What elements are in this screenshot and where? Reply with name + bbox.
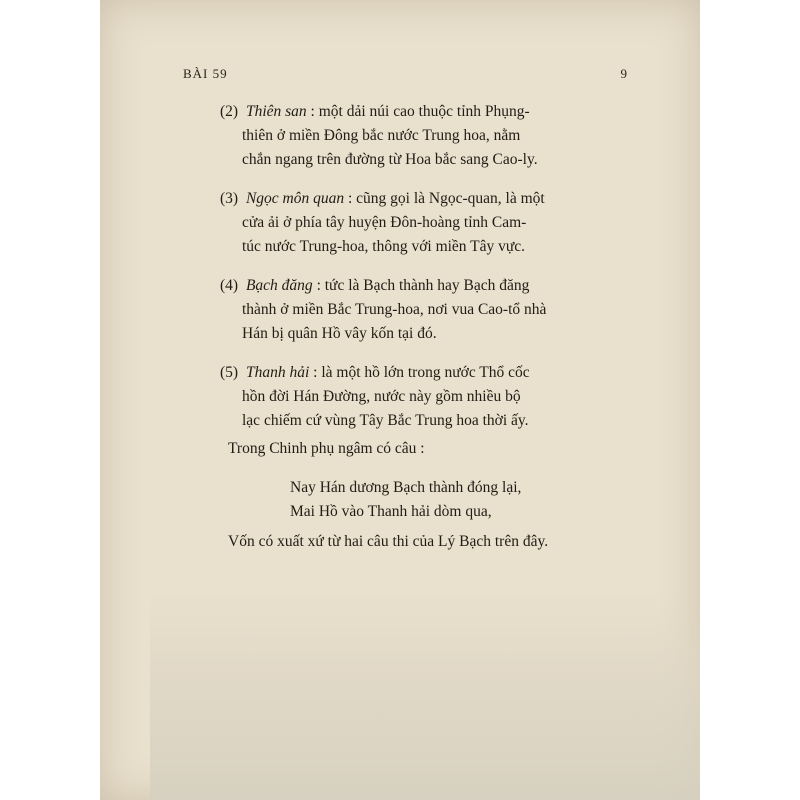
footnote-line: thiên ở miền Đông bắc nước Trung hoa, nằm	[242, 127, 521, 144]
footnote-term: Ngọc môn quan	[245, 190, 345, 207]
lesson-label: BÀI 59	[183, 66, 228, 81]
footnote-number: (3)	[220, 190, 239, 207]
verse-line: Nay Hán dương Bạch thành đóng lại,	[290, 479, 522, 496]
footnote-line: cửa ải ở phía tây huyện Đôn-hoàng tỉnh Cam-	[242, 214, 527, 231]
footnote-line: túc nước Trung-hoa, thông với miền Tây vực.	[242, 238, 526, 255]
footnote-2	[220, 100, 625, 172]
closing-sentence: Vốn có xuất xứ từ hai câu thi của Lý Bạch trên đây.	[228, 533, 549, 550]
footnote-text: : cũng gọi là Ngọc-quan, là một	[348, 190, 545, 207]
footnote-text: : là một hồ lớn trong nước Thổ cốc	[313, 364, 530, 381]
footnote-line: lạc chiếm cứ vùng Tây Bắc Trung hoa thời ấy.	[242, 412, 529, 429]
footnote-4	[220, 274, 625, 346]
footnotes	[220, 100, 625, 448]
page-stain	[150, 590, 700, 800]
footnote-term: Bạch đăng	[245, 277, 313, 294]
page-number: 9	[620, 66, 628, 81]
footnote-line: Hán bị quân Hồ vây kốn tại đó.	[242, 325, 437, 342]
verse-line: Mai Hồ vào Thanh hải dòm qua,	[290, 503, 492, 520]
footnote-line: hồn đời Hán Đường, nước này gồm nhiều bộ	[242, 388, 521, 405]
footnote-text: : một dải núi cao thuộc tỉnh Phụng-	[310, 103, 530, 120]
footnote-term: Thiên san	[245, 103, 307, 120]
verse-intro: Trong Chinh phụ ngâm có câu :	[228, 440, 425, 457]
footnote-line: chắn ngang trên đường từ Hoa bắc sang Cao-ly.	[242, 151, 538, 168]
footnote-number: (2)	[220, 103, 239, 120]
footnote-number: (4)	[220, 277, 239, 294]
footnote-term: Thanh hải	[245, 364, 310, 381]
footnote-3	[220, 187, 625, 259]
footnote-5	[220, 361, 625, 433]
footnote-text: : tức là Bạch thành hay Bạch đăng	[316, 277, 530, 294]
footnote-line: thành ở miền Bắc Trung-hoa, nơi vua Cao-tổ nhà	[242, 301, 547, 318]
verse-block	[290, 476, 521, 524]
footnote-number: (5)	[220, 364, 239, 381]
